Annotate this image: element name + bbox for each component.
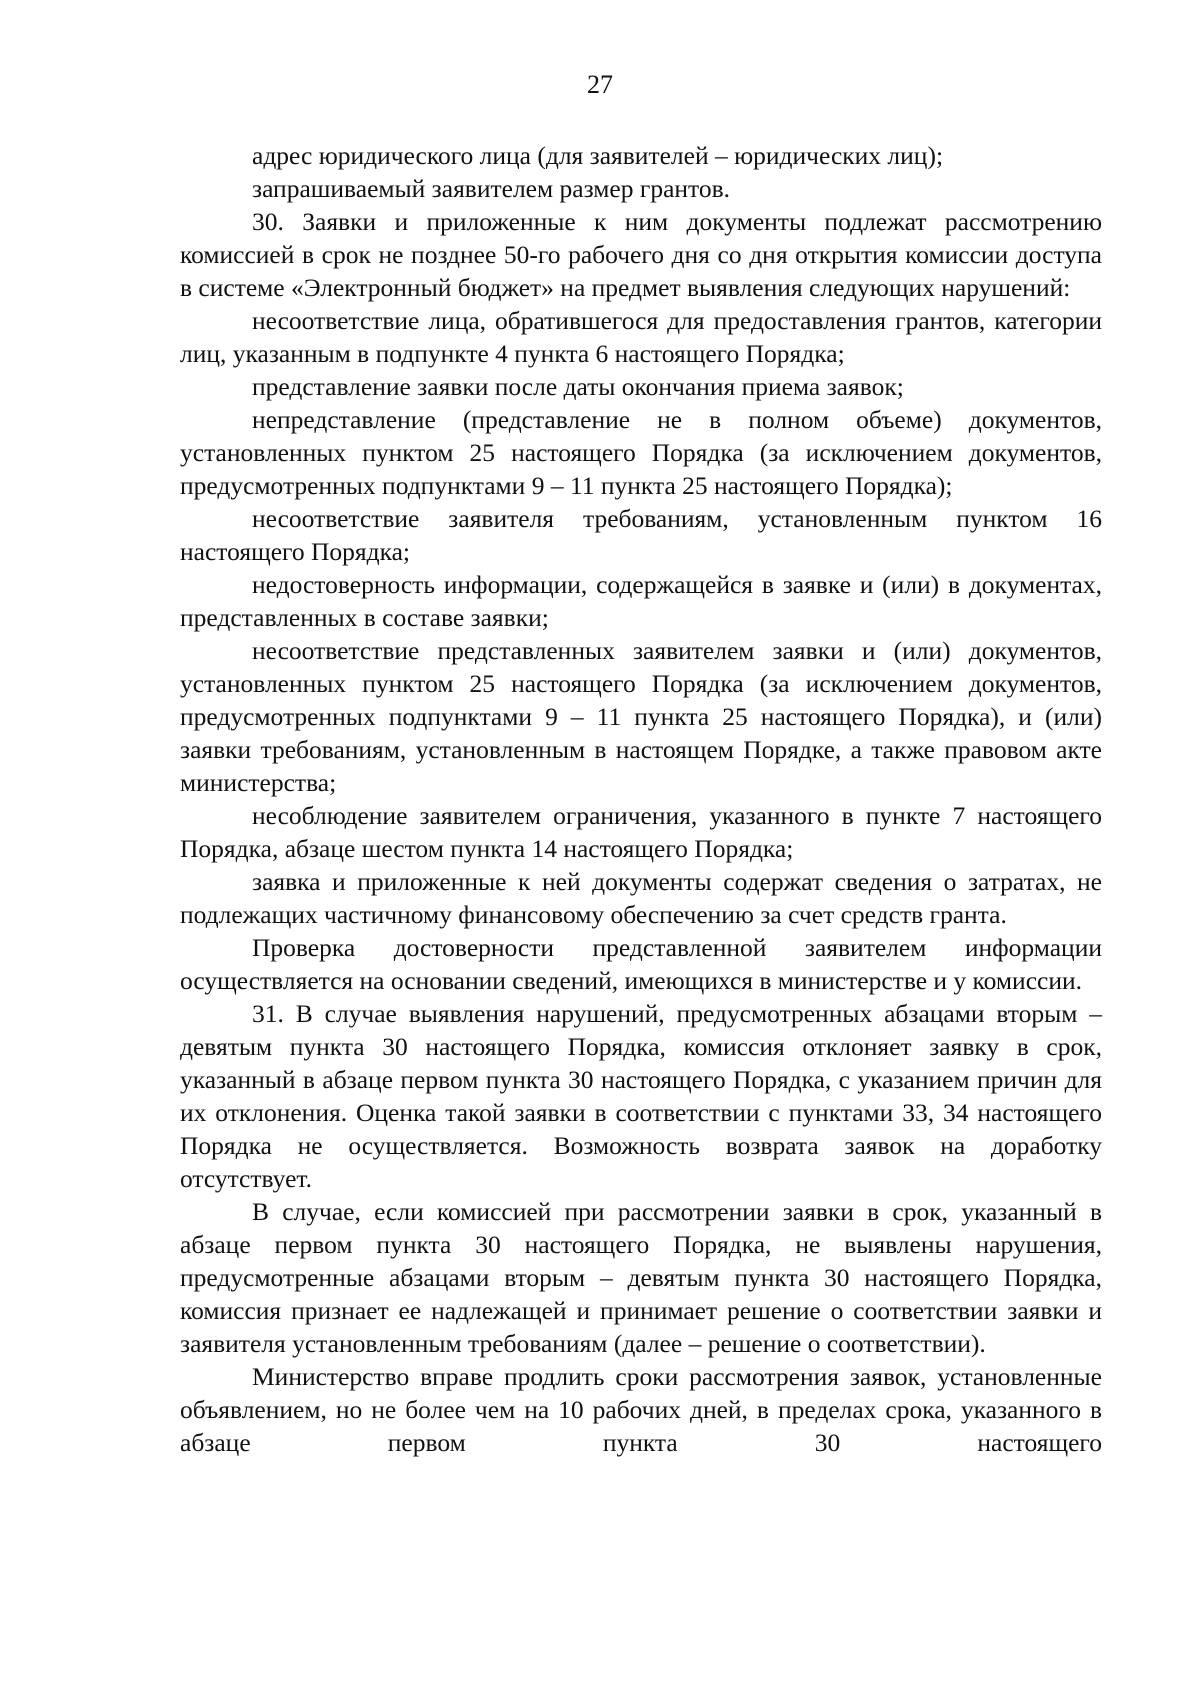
paragraph-extension: Министерство вправе продлить сроки рассмотрения заявок, установленные объявлением, но не более чем на 10 рабочих дней, в пределах срока, указанного в абзаце первом пункта 30 настоящего [180,1362,1102,1457]
paragraph-clause-30: 30. Заявки и приложенные к ним документы подлежат рассмотрению комиссией в срок не позднее 50-го рабочего дня со дня открытия комиссии доступа в системе «Электронный бюджет» на предмет выявления следующих нарушений: [180,207,1102,302]
paragraph-violation-costs: заявка и приложенные к ней документы содержат сведения о затратах, не подлежащих частичному финансовому обеспечению за счет средств гранта. [180,867,1102,929]
paragraph-compliance-decision: В случае, если комиссией при рассмотрении заявки в срок, указанный в абзаце первом пункта 30 настоящего Порядка, не выявлены нарушения, предусмотренные абзацами вторым – девятым пункта 30 настоящего Порядка, комиссия признает ее надлежащей и принимает решение о соответствии заявки и заявителя установленным требованиям (далее – решение о соответствии). [180,1197,1102,1358]
paragraph-clause-31: 31. В случае выявления нарушений, предусмотренных абзацами вторым – девятым пункта 30 настоящего Порядка, комиссия отклоняет заявку в срок, указанный в абзаце первом пункта 30 настоящего Порядка, с указанием причин для их отклонения. Оценка такой заявки в соответствии с пунктами 33, 34 настоящего Порядка не осуществляется. Возможность возврата заявок на доработку отсутствует. [180,999,1102,1193]
paragraph-verification: Проверка достоверности представленной заявителем информации осуществляется на основании сведений, имеющихся в министерстве и у комиссии. [180,933,1102,995]
paragraph-grant-amount: запрашиваемый заявителем размер грантов. [252,174,731,203]
paragraph-violation-category: несоответствие лица, обратившегося для предоставления грантов, категории лиц, указанным в подпункте 4 пункта 6 настоящего Порядка; [180,306,1102,368]
paragraph-violation-late: представление заявки после даты окончания приема заявок; [252,372,904,401]
paragraph-legal-address: адрес юридического лица (для заявителей – юридических лиц); [252,141,944,170]
page-number: 27 [587,70,613,99]
paragraph-violation-documents: непредставление (представление не в полном объеме) документов, установленных пунктом 25 настоящего Порядка (за исключением документов, предусмотренных подпунктами 9 – 11 пункта 25 настоящего Порядка); [180,405,1102,500]
paragraph-violation-inaccuracy: недостоверность информации, содержащейся в заявке и (или) в документах, представленных в составе заявки; [180,570,1102,632]
paragraph-violation-requirements: несоответствие заявителя требованиям, установленным пунктом 16 настоящего Порядка; [180,504,1102,566]
document-body [180,139,1102,1459]
paragraph-violation-mismatch: несоответствие представленных заявителем заявки и (или) документов, установленных пунктом 25 настоящего Порядка (за исключением документов, предусмотренных подпунктами 9 – 11 пункта 25 настоящего Порядка), и (или) заявки требованиям, установленным в настоящем Порядке, а также правовом акте министерства; [180,636,1102,797]
paragraph-violation-restriction: несоблюдение заявителем ограничения, указанного в пункте 7 настоящего Порядка, абзаце шестом пункта 14 настоящего Порядка; [180,801,1102,863]
